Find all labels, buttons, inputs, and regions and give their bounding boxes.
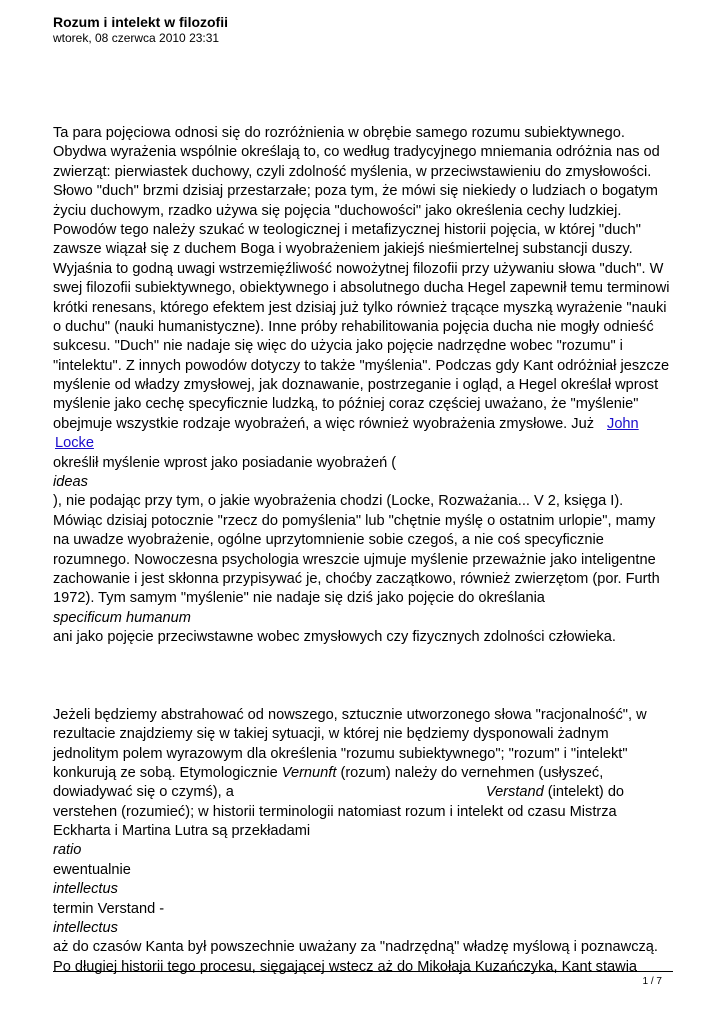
text-line: Wyjaśnia to godną uwagi wstrzemięźliwość nowożytnej filozofii przy używaniu słowa "duch". W xyxy=(53,260,664,277)
article-date: wtorek, 08 czerwca 2010 23:31 xyxy=(53,31,220,45)
text-segment: (intelekt) do xyxy=(543,784,625,801)
text-line: jednolitym polem wyrazowym dla określenia "rozumu subiektywnego"; "rozum" i "intelekt" xyxy=(53,745,628,762)
text-line: ), nie podając przy tym, o jakie wyobrażenia chodzi (Locke, Rozważania... V 2, księga I). xyxy=(53,493,624,510)
text-line: krótki renesans, którego efektem jest dzisiaj już tylko również trącące myszką wyrażenie "nauki xyxy=(53,299,667,316)
italic-term: intellectus xyxy=(53,881,118,898)
text-line: Słowo "duch" brzmi dzisiaj przestarzałe; poza tym, że mówi się niekiedy o ludziach o bogatym xyxy=(53,183,658,200)
paragraph-gap xyxy=(53,667,673,686)
text-line: aż do czasów Kanta był powszechnie uważany za "nadrzędną" władzę myślową i poznawczą. xyxy=(53,939,658,956)
italic-term: specificum humanum xyxy=(53,609,191,626)
italic-term: Verstand xyxy=(485,784,544,801)
text-line: Mówiąc dzisiaj potocznie "rzecz do pomyślenia" lub "chętnie myślę o ostatnim urlopie", mamy xyxy=(53,512,656,529)
text-line: myślenie jako cechę specyficznie ludzką, to później coraz częściej uważano, że "myślenie" xyxy=(53,396,639,413)
article-body xyxy=(53,124,673,977)
text-line xyxy=(53,434,673,453)
text-line: sukcesu. "Duch" nie nadaje się więc do użycia jako pojęcie nadrzędne wobec "rozumu" i xyxy=(53,338,623,355)
text-segment: dowiadywać się o czymś), a xyxy=(53,784,234,801)
italic-term: ratio xyxy=(53,842,82,859)
text-line: na uwadze wyobrażenie, ogólne uprzytomnienie sobie czegoś, a nie coś specyficznie xyxy=(53,532,604,549)
text-segment: obejmuje wszystkie rodzaje wyobrażeń, a więc również wyobrażenia zmysłowe. Już xyxy=(53,415,595,432)
text-line: ani jako pojęcie przeciwstawne wobec zmysłowych czy fizycznych zdolności człowieka. xyxy=(53,629,616,646)
text-line xyxy=(53,764,673,783)
text-line: określił myślenie wprost jako posiadanie wyobrażeń ( xyxy=(53,454,397,471)
text-line: życiu duchowym, rzadko używa się pojęcia "duchowości" jako określenia cechy ludzkiej. xyxy=(53,202,622,219)
italic-term: Vernunft xyxy=(281,764,337,781)
text-line: 1972). Tym samym "myślenie" nie nadaje się dziś jako pojęcie do określania xyxy=(53,590,545,607)
text-line: zachowanie i jest skłonna przypisywać je, choćby zaczątkowo, również zwierzętom (por. Furth xyxy=(53,570,660,587)
text-segment: konkurują ze sobą. Etymologicznie xyxy=(53,764,282,781)
page-number: 1 / 7 xyxy=(642,976,662,987)
text-line: rozumnego. Nowoczesna psychologia wreszcie ujmuje myślenie przeważnie jako inteligentne xyxy=(53,551,656,568)
text-line: Powodów tego należy szukać w teologicznej i metafizycznej historii pojęcia, w której "duch" xyxy=(53,221,641,238)
text-line: swej filozofii subiektywnego, obiektywnego i absolutnego ducha Hegel zapewnił temu terminowi xyxy=(53,280,670,297)
text-line: Obydwa wyrażenia wspólnie określają to, co według tradycyjnego mniemania odróżnia nas od xyxy=(53,144,660,161)
text-line: Jeżeli będziemy abstrahować od nowszego, sztucznie utworzonego słowa "racjonalność", w xyxy=(53,706,647,723)
paragraph-gap xyxy=(53,686,673,705)
italic-term: intellectus xyxy=(53,920,118,937)
text-line: myślenie od władzy zmysłowej, jak doznawanie, postrzeganie i ogląd, a Hegel określał wprost xyxy=(53,377,659,394)
link-john-locke-cont[interactable]: Locke xyxy=(55,435,94,452)
text-line xyxy=(53,415,673,434)
text-line xyxy=(53,783,673,802)
text-line: zawsze wiązał się z duchem Boga i wyobrażeniem jakiejś nieśmiertelnej substancji duszy. xyxy=(53,241,633,258)
article-title: Rozum i intelekt w filozofii xyxy=(53,14,228,30)
text-line: termin Verstand - xyxy=(53,900,165,917)
link-john-locke[interactable]: John xyxy=(607,415,639,432)
text-line: o duchu" (nauki humanistyczne). Inne próby rehabilitowania pojęcia ducha nie mogły odnieść xyxy=(53,318,654,335)
text-line: Eckharta i Martina Lutra są przekładami xyxy=(53,823,311,840)
italic-term: ideas xyxy=(53,474,88,491)
footer-divider xyxy=(53,971,673,972)
text-line: "intelektu". Z innych powodów dotyczy to także "myślenia". Podczas gdy Kant odróżniał jeszcze xyxy=(53,357,670,374)
text-line: ewentualnie xyxy=(53,861,131,878)
text-line: Ta para pojęciowa odnosi się do rozróżnienia w obrębie samego rozumu subiektywnego. xyxy=(53,125,625,141)
text-line: rezultacie znajdziemy się w takiej sytuacji, w której nie będziemy dysponowali żadnym xyxy=(53,726,609,743)
text-line: verstehen (rozumieć); w historii terminologii natomiast rozum i intelekt od czasu Mistrza xyxy=(53,803,617,820)
document-header xyxy=(53,14,228,46)
text-line: Po długiej historii tego procesu, sięgającej wstecz aż do Mikołaja Kuzańczyka, Kant stawia xyxy=(53,958,638,975)
text-line: zwierząt: pierwiastek duchowy, czyli zdolność myślenia, w przeciwstawieniu do zmysłowości. xyxy=(53,163,652,180)
text-segment: (rozum) należy do vernehmen (usłyszeć, xyxy=(336,764,604,781)
paragraph-gap xyxy=(53,648,673,667)
